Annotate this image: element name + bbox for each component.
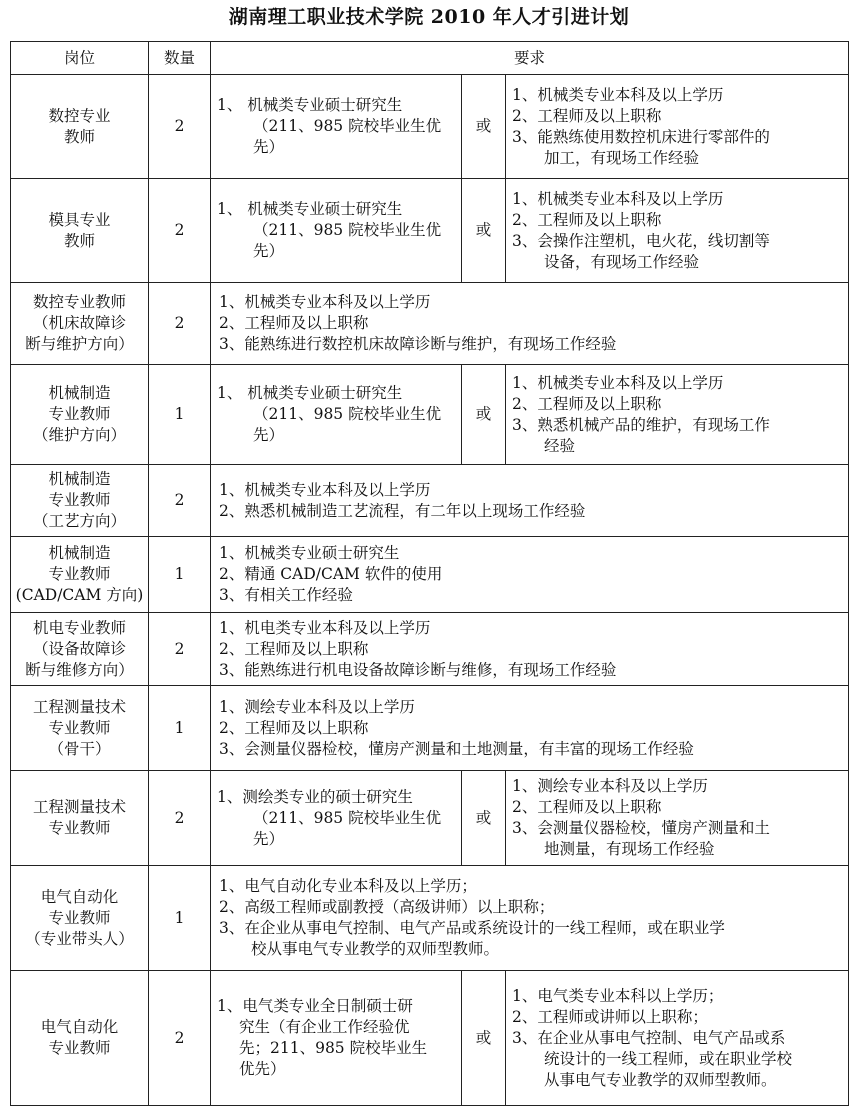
position-line: 专业教师 bbox=[48, 819, 111, 837]
position-line: (CAD/CAM 方向) bbox=[15, 586, 144, 604]
position-line: 工程测量技术 bbox=[32, 798, 126, 816]
requirement-line: 从事电气专业教学的双师型教师。 bbox=[544, 1070, 777, 1089]
requirements-cell bbox=[211, 465, 849, 537]
requirement-line: 设备，有现场工作经验 bbox=[544, 252, 700, 271]
table-row bbox=[11, 613, 849, 686]
option-a-cell bbox=[211, 771, 462, 866]
requirement-line: 加工，有现场工作经验 bbox=[544, 148, 700, 167]
requirement-line: 1、测绘类专业的硕士研究生 bbox=[217, 787, 413, 806]
requirements-cell bbox=[211, 613, 849, 686]
position-line: 专业教师 bbox=[48, 1039, 111, 1057]
option-b-cell bbox=[506, 75, 849, 179]
position-line: 断与维修方向） bbox=[25, 660, 134, 679]
position-line: 断与维护方向） bbox=[25, 335, 134, 353]
requirement-line: 1、电气自动化专业本科及以上学历； bbox=[219, 877, 477, 895]
recruitment-table bbox=[10, 41, 849, 1106]
requirement-line: 2、熟悉机械制造工艺流程，有二年以上现场工作经验 bbox=[219, 501, 586, 520]
requirement-line: （211、985 院校毕业生优先） bbox=[253, 117, 442, 156]
or-separator: 或 bbox=[462, 771, 506, 866]
position-cell bbox=[11, 613, 149, 686]
position-line: 工程测量技术 bbox=[32, 697, 126, 716]
position-line: 专业教师 bbox=[48, 405, 111, 423]
requirement-line: 1、电气类专业本科以上学历； bbox=[512, 986, 724, 1005]
position-line: 模具专业 bbox=[48, 210, 111, 229]
requirement-line: 3、在企业从事电气控制、电气产品或系统设计的一线工程师，或在职业学 bbox=[219, 919, 725, 937]
position-cell bbox=[11, 365, 149, 465]
requirement-line: 优先） bbox=[239, 1060, 286, 1078]
table-row bbox=[11, 283, 849, 365]
table-row bbox=[11, 75, 849, 179]
position-line: （专业带头人） bbox=[25, 929, 134, 948]
table-row bbox=[11, 866, 849, 971]
page-title: 湖南理工职业技术学院 2010 年人才引进计划 bbox=[228, 6, 630, 28]
quantity-cell: 1 bbox=[149, 686, 211, 771]
requirement-line: 1、机械类专业本科及以上学历 bbox=[219, 293, 431, 311]
requirement-line: 3、会测量仪器检校，懂房产测量和土地测量，有丰富的现场工作经验 bbox=[219, 739, 694, 758]
requirement-line: 校从事电气专业教学的双师型教师。 bbox=[251, 940, 500, 958]
requirement-line: 1、机械类专业硕士研究生 bbox=[219, 544, 400, 562]
quantity-cell: 1 bbox=[149, 537, 211, 613]
quantity-cell: 2 bbox=[149, 465, 211, 537]
quantity-cell: 2 bbox=[149, 75, 211, 179]
position-line: （工艺方向） bbox=[32, 512, 126, 530]
table-row bbox=[11, 537, 849, 613]
requirements-cell bbox=[211, 283, 849, 365]
requirement-line: 2、工程师及以上职称 bbox=[512, 106, 662, 125]
requirement-line: 3、能熟练进行数控机床故障诊断与维护，有现场工作经验 bbox=[219, 335, 617, 353]
position-cell bbox=[11, 971, 149, 1106]
requirement-line: 1、 机械类专业硕士研究生 bbox=[217, 96, 403, 114]
requirements-cell bbox=[211, 537, 849, 613]
or-separator: 或 bbox=[462, 75, 506, 179]
requirement-line: 统设计的一线工程师，或在职业学校 bbox=[544, 1049, 793, 1068]
requirement-line: 先；211、985 院校毕业生 bbox=[239, 1039, 428, 1057]
or-separator: 或 bbox=[462, 179, 506, 283]
quantity-cell: 2 bbox=[149, 179, 211, 283]
requirement-line: 3、会测量仪器检校，懂房产测量和土 bbox=[512, 819, 770, 837]
table-header-row bbox=[11, 42, 849, 75]
position-line: 电气自动化 bbox=[40, 1018, 119, 1036]
position-line: 专业教师 bbox=[48, 565, 111, 583]
requirement-line: 地测量，有现场工作经验 bbox=[544, 840, 715, 858]
option-a-cell bbox=[211, 179, 462, 283]
position-cell bbox=[11, 75, 149, 179]
requirement-line: 究生（有企业工作经验优 bbox=[239, 1018, 410, 1036]
requirement-line: 2、工程师及以上职称 bbox=[219, 639, 369, 658]
requirement-line: （211、985 院校毕业生优先） bbox=[253, 405, 442, 444]
requirement-line: （211、985 院校毕业生优先） bbox=[253, 221, 442, 260]
position-cell bbox=[11, 283, 149, 365]
requirements-cell bbox=[211, 866, 849, 971]
position-line: 机械制造 bbox=[48, 544, 111, 562]
requirement-line: 3、能熟练进行机电设备故障诊断与维修，有现场工作经验 bbox=[219, 660, 617, 679]
requirement-line: 2、工程师及以上职称 bbox=[512, 798, 662, 816]
requirement-line: 1、机械类专业本科及以上学历 bbox=[512, 189, 724, 208]
requirement-line: 3、有相关工作经验 bbox=[219, 586, 353, 604]
requirement-line: 2、工程师及以上职称 bbox=[512, 210, 662, 229]
option-a-cell bbox=[211, 75, 462, 179]
position-cell bbox=[11, 686, 149, 771]
position-line: （设备故障诊 bbox=[32, 639, 126, 658]
requirement-line: 2、工程师及以上职称 bbox=[512, 394, 662, 413]
position-line: 数控专业教师 bbox=[32, 293, 126, 311]
requirement-line: 1、机械类专业本科及以上学历 bbox=[512, 85, 724, 104]
position-cell bbox=[11, 537, 149, 613]
requirement-line: 2、工程师或讲师以上职称； bbox=[512, 1007, 708, 1026]
table-row bbox=[11, 686, 849, 771]
requirement-line: 经验 bbox=[544, 436, 576, 455]
position-cell bbox=[11, 465, 149, 537]
requirement-line: 1、 机械类专业硕士研究生 bbox=[217, 200, 403, 218]
position-line: （维护方向） bbox=[32, 426, 126, 444]
requirement-line: 2、精通 CAD/CAM 软件的使用 bbox=[219, 565, 443, 583]
table-row bbox=[11, 365, 849, 465]
requirement-line: 3、熟悉机械产品的维护，有现场工作 bbox=[512, 415, 770, 434]
requirement-line: 3、会操作注塑机，电火花，线切割等 bbox=[512, 231, 770, 250]
position-cell bbox=[11, 866, 149, 971]
requirement-line: 1、测绘专业本科及以上学历 bbox=[512, 777, 708, 795]
quantity-cell: 2 bbox=[149, 971, 211, 1106]
position-line: 数控专业 bbox=[48, 106, 111, 125]
option-b-cell bbox=[506, 971, 849, 1106]
requirement-line: 2、高级工程师或副教授（高级讲师）以上职称； bbox=[219, 898, 555, 916]
requirement-line: 1、 机械类专业硕士研究生 bbox=[217, 384, 403, 402]
position-line: 教师 bbox=[63, 231, 95, 250]
position-line: 专业教师 bbox=[48, 908, 111, 927]
requirement-line: 1、机械类专业本科及以上学历 bbox=[512, 373, 724, 392]
position-cell bbox=[11, 179, 149, 283]
table-row bbox=[11, 465, 849, 537]
requirement-line: 1、机电类专业本科及以上学历 bbox=[219, 618, 431, 637]
position-line: 机电专业教师 bbox=[32, 618, 126, 637]
option-a-cell bbox=[211, 971, 462, 1106]
position-line: 教师 bbox=[63, 127, 95, 146]
position-line: 机械制造 bbox=[48, 384, 111, 402]
table-row bbox=[11, 179, 849, 283]
position-cell bbox=[11, 771, 149, 866]
option-a-cell bbox=[211, 365, 462, 465]
header-quantity: 数量 bbox=[149, 42, 211, 75]
or-separator: 或 bbox=[462, 365, 506, 465]
requirements-cell bbox=[211, 686, 849, 771]
requirement-line: 1、机械类专业本科及以上学历 bbox=[219, 480, 431, 499]
position-line: 专业教师 bbox=[48, 718, 111, 737]
requirement-line: 1、电气类专业全日制硕士研 bbox=[217, 997, 413, 1015]
header-requirements: 要求 bbox=[211, 42, 849, 75]
position-line: 电气自动化 bbox=[40, 887, 119, 906]
requirement-line: 3、能熟练使用数控机床进行零部件的 bbox=[512, 127, 770, 146]
or-separator: 或 bbox=[462, 971, 506, 1106]
requirement-line: 2、工程师及以上职称 bbox=[219, 718, 369, 737]
option-b-cell bbox=[506, 179, 849, 283]
quantity-cell: 2 bbox=[149, 613, 211, 686]
requirement-line: （211、985 院校毕业生优先） bbox=[253, 808, 442, 848]
header-position: 岗位 bbox=[11, 42, 149, 75]
position-line: （骨干） bbox=[48, 739, 111, 758]
table-row bbox=[11, 971, 849, 1106]
quantity-cell: 1 bbox=[149, 365, 211, 465]
requirement-line: 3、在企业从事电气控制、电气产品或系 bbox=[512, 1028, 786, 1047]
option-b-cell bbox=[506, 771, 849, 866]
requirement-line: 2、工程师及以上职称 bbox=[219, 314, 369, 332]
position-line: 机械制造 bbox=[48, 470, 111, 488]
quantity-cell: 1 bbox=[149, 866, 211, 971]
quantity-cell: 2 bbox=[149, 283, 211, 365]
requirement-line: 1、测绘专业本科及以上学历 bbox=[219, 697, 415, 716]
quantity-cell: 2 bbox=[149, 771, 211, 866]
position-line: （机床故障诊 bbox=[32, 314, 126, 332]
position-line: 专业教师 bbox=[48, 491, 111, 509]
table-row bbox=[11, 771, 849, 866]
option-b-cell bbox=[506, 365, 849, 465]
